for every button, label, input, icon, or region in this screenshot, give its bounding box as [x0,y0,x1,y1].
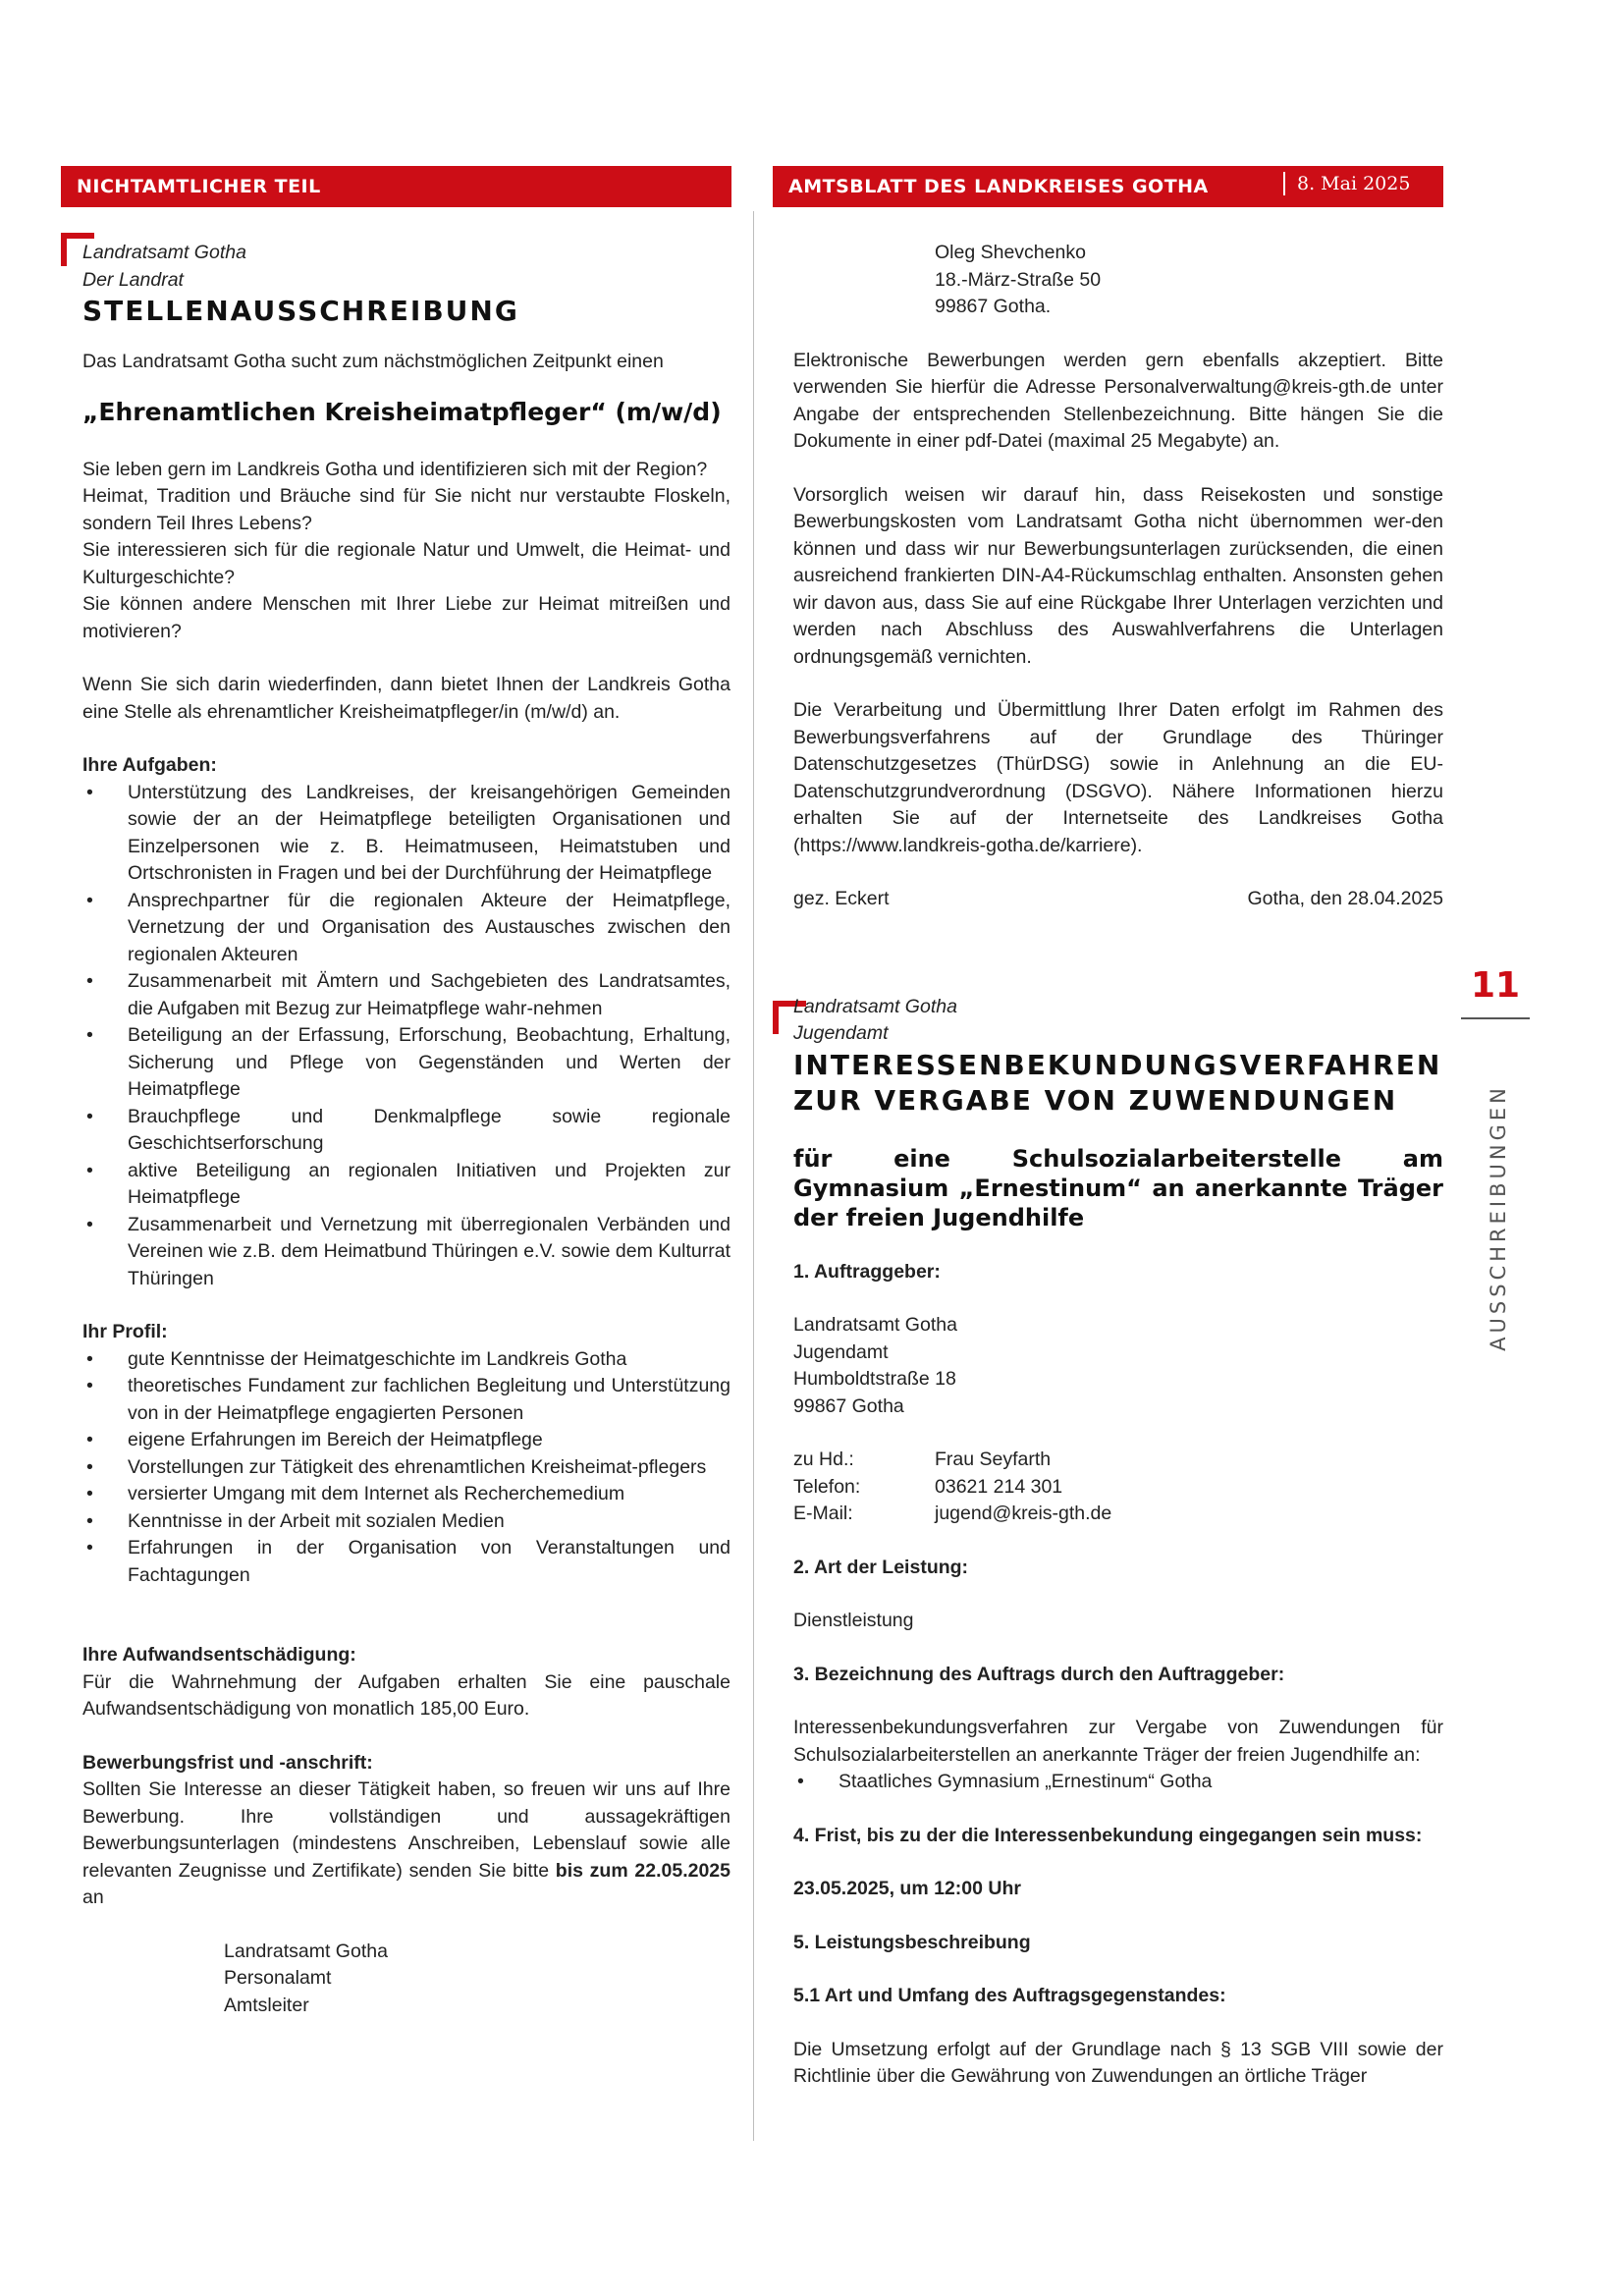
org-name: Landratsamt Gotha [82,242,246,263]
address-line: Humboldtstraße 18 [793,1368,956,1390]
section-heading-5-1: 5.1 Art und Umfang des Auftragsgegenstandes: [793,1985,1226,2006]
list-item: • Zusammenarbeit und Vernetzung mit überregionalen Verbänden und Vereinen wie z.B. dem Heimatbund Thüringen e.V. sowie dem Kulturrat Thüringen [82,1212,730,1293]
signature: gez. Eckert [793,888,890,909]
contact-label: zu Hd.: [793,1449,854,1470]
job-ad-title: STELLENAUSSCHREIBUNG [82,295,519,327]
client-address [793,1312,1443,1420]
org-name: Landratsamt Gotha [793,995,957,1017]
tasks-heading: Ihre Aufgaben: [82,754,217,776]
application-body: Sollten Sie Interesse an dieser Tätigkeit haben, so freuen wir uns auf Ihre Bewerbung. Ihre vollständigen und aussagekräftigen Bewerbungsunterlagen (mindestens Anschreiben, Lebenslauf sowie alle relevanten Zeugnisse und Zertifikate) senden Sie bitte [82,1778,730,1882]
section-heading-1: 1. Auftraggeber: [793,1260,941,1283]
contact-label: Telefon: [793,1475,861,1498]
section-text-5-1: Die Umsetzung erfolgt auf der Grundlage nach § 13 SGB VIII sowie der Richtlinie über die Gewährung von Zuwendungen an örtliche Träger [793,2038,1443,2087]
procedure-subtitle: für eine Schulsozialarbeiterstelle am Gymnasium „Ernestinum“ an anerkannte Träger der freien Jugendhilfe [793,1144,1443,1231]
question-1: Sie leben gern im Landkreis Gotha und identifizieren sich mit der Region? [82,458,708,480]
deadline-text: 23.05.2025, um 12:00 Uhr [793,1878,1021,1899]
application-address [82,1939,730,2020]
address-line: 99867 Gotha [793,1394,904,1417]
tasks-list [82,780,730,1293]
contact-value: 03621 214 301 [935,1475,1063,1498]
right-column [793,240,1443,2091]
position-title: „Ehrenamtlichen Kreisheimatpfleger“ (m/w/d) [82,397,722,426]
profile-list [82,1346,730,1590]
contact-address [793,240,1443,321]
address-line: 18.-März-Straße 50 [935,268,1102,291]
section-text-3: Interessenbekundungsverfahren zur Vergabe von Zuwendungen für Schulsozialarbeiterstellen an anerkannte Träger der freien Jugendhilfe an: [793,1717,1443,1766]
address-line: Amtsleiter [224,1994,309,2016]
list-item: • Brauchpflege und Denkmalpflege sowie regionale Geschichtserforschung [82,1104,730,1158]
electronic-application-text: Elektronische Bewerbungen werden gern ebenfalls akzeptiert. Bitte verwenden Sie hierfür die Adresse Personalverwaltung@kreis-gth.de unter Angabe der entsprechenden Stellenbezeichnung. Bitte hängen Sie die Dokumente in einer pdf-Datei (maximal 25 Megabyte) an. [793,349,1443,452]
contact-row [793,1501,1443,1528]
address-line: 99867 Gotha. [935,296,1052,317]
org-dept: Jugendamt [793,1022,889,1044]
contact-value: jugend@kreis-gth.de [935,1503,1112,1524]
list-item: • Kenntnisse in der Arbeit mit sozialen Medien [82,1508,730,1536]
list-item: • gute Kenntnisse der Heimatgeschichte im Landkreis Gotha [82,1346,730,1374]
contact-table [793,1447,1443,1528]
page-number: 11 [1470,965,1521,1006]
page-number-rule [1461,1017,1530,1019]
contact-label: E-Mail: [793,1503,853,1524]
list-item: • Beteiligung an der Erfassung, Erforschung, Beobachtung, Erhaltung, Sicherung und Pflege von Gegenständen und Werten der Heimatpflege [82,1022,730,1104]
list-item: • Vorstellungen zur Tätigkeit des ehrenamtlichen Kreisheimat-pflegers [82,1454,730,1482]
left-column [82,240,730,2019]
list-item: • Ansprechpartner für die regionalen Akteure der Heimatpflege, Vernetzung der und Organisation des Austausches zwischen den regionalen Akteuren [82,888,730,969]
section-heading-3: 3. Bezeichnung des Auftrags durch den Auftraggeber: [793,1663,1285,1685]
list-item: • Zusammenarbeit mit Ämtern und Sachgebieten des Landratsamtes, die Aufgaben mit Bezug zur Heimatpflege wahr-nehmen [82,968,730,1022]
privacy-text: Die Verarbeitung und Übermittlung Ihrer Daten erfolgt im Rahmen des Bewerbungsverfahrens auf der Grundlage des Thüringer Datenschutzgesetzes (ThürDSG) sowie in Anlehnung an die EU-Datenschutzgrundverordnung (DSGVO). Nähere Informationen hierzu erhalten Sie auf der Internetseite des Landkreises Gotha (https://www.landkreis-gotha.de/karriere). [793,699,1443,856]
section-side-label: AUSSCHREIBUNGEN [1487,1084,1510,1351]
address-line: Oleg Shevchenko [935,242,1086,263]
application-heading: Bewerbungsfrist und -anschrift: [82,1751,373,1774]
section-header-left [61,166,731,207]
address-line: Landratsamt Gotha [224,1940,388,1962]
issue-date: 8. Mai 2025 [1283,172,1410,195]
profile-heading: Ihr Profil: [82,1321,168,1342]
address-line: Personalamt [224,1967,332,1989]
application-tail: an [82,1886,104,1908]
list-item: • Staatliches Gymnasium „Ernestinum“ Gotha [793,1769,1443,1796]
list-item: • eigene Erfahrungen im Bereich der Heimatpflege [82,1427,730,1454]
school-list [793,1769,1443,1796]
section-header-right-label: AMTSBLATT DES LANDKREISES GOTHA [788,176,1209,197]
section-heading-2: 2. Art der Leistung: [793,1556,969,1578]
address-line: Landratsamt Gotha [793,1314,957,1336]
application-text [82,1777,730,1912]
application-deadline: bis zum 22.05.2025 [555,1859,731,1882]
costs-text: Vorsorglich weisen wir darauf hin, dass Reisekosten und sonstige Bewerbungskosten vom Landratsamt Gotha nicht übernommen wer-den können und dass wir nur Bewerbungsunterlagen zurücksenden, die einen ausreichend frankierten DIN-A4-Rückumschlag enthalten. Ansonsten gehen wir davon aus, dass Sie auf eine Rückgabe Ihrer Unterlagen verzichten und werden nach Abschluss des Auswahlverfahrens die Unterlagen ordnungsgemäß vernichten. [793,483,1443,668]
list-item: • theoretisches Fundament zur fachlichen Begleitung und Unterstützung von in der Heimatpflege engagierten Personen [82,1373,730,1427]
procedure-title: INTERESSENBEKUNDUNGSVERFAHREN ZUR VERGABE VON ZUWENDUNGEN [793,1048,1442,1117]
question-2: Heimat, Tradition und Bräuche sind für Sie nicht nur verstaubte Floskeln, sondern Teil Ihres Lebens? [82,485,730,534]
list-item: • Erfahrungen in der Organisation von Veranstaltungen und Fachtagungen [82,1535,730,1589]
place-date: Gotha, den 28.04.2025 [1247,888,1443,909]
list-item: • versierter Umgang mit dem Internet als Recherchemedium [82,1481,730,1508]
section-heading-5: 5. Leistungsbeschreibung [793,1931,1031,1953]
section-header-right [773,166,1443,207]
question-3: Sie interessieren sich für die regionale Natur und Umwelt, die Heimat- und Kulturgeschichte? [82,539,730,588]
contact-value: Frau Seyfarth [935,1449,1052,1470]
list-item: • aktive Beteiligung an regionalen Initiativen und Projekten zur Heimatpflege [82,1158,730,1212]
section-header-left-label: NICHTAMTLICHER TEIL [77,176,321,197]
offer-text: Wenn Sie sich darin wiederfinden, dann bietet Ihnen der Landkreis Gotha eine Stelle als ehrenamtlicher Kreisheimatpfleger/in (m/w/d) an. [82,674,730,723]
section-heading-4: 4. Frist, bis zu der die Interessenbekundung eingegangen sein muss: [793,1824,1423,1846]
signature-row [793,886,1443,913]
address-line: Jugendamt [793,1340,889,1363]
compensation-heading: Ihre Aufwandsentschädigung: [82,1644,356,1666]
compensation-text: Für die Wahrnehmung der Aufgaben erhalten Sie eine pauschale Aufwandsentschädigung von monatlich 185,00 Euro. [82,1670,730,1720]
contact-row [793,1447,1443,1474]
list-item: • Unterstützung des Landkreises, der kreisangehörigen Gemeinden sowie der an der Heimatpflege beteiligten Organisationen und Einzelpersonen wie z. B. Heimatmuseen, Heimatstuben und Ortschronisten in Fragen und bei der Durchführung der Heimatpflege [82,780,730,888]
column-divider [753,211,754,2141]
org-dept: Der Landrat [82,268,184,291]
question-4: Sie können andere Menschen mit Ihrer Liebe zur Heimat mitreißen und motivieren? [82,593,730,642]
contact-row [793,1474,1443,1502]
section-text-2: Dienstleistung [793,1610,914,1631]
job-ad-intro: Das Landratsamt Gotha sucht zum nächstmöglichen Zeitpunkt einen [82,351,664,372]
